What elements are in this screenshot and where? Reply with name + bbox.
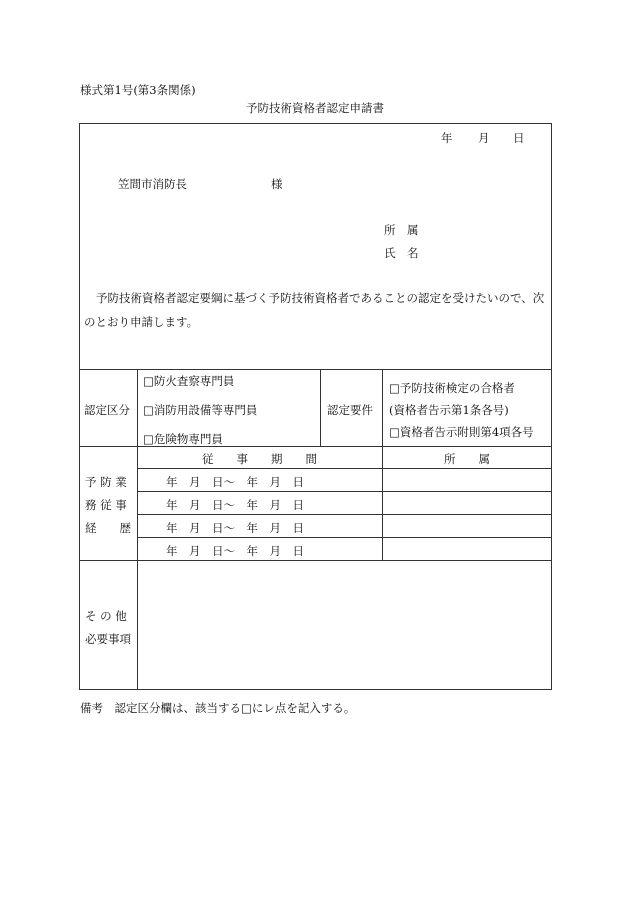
experience-row-2-period[interactable]: 年 月 日～ 年 月 日: [166, 498, 304, 512]
period-header: 従 事 期 間: [202, 452, 317, 466]
category-fire-inspection[interactable]: □防火査察専門員: [143, 374, 235, 388]
other-label-line-1: そ の 他: [85, 609, 127, 623]
requirement-exam-passed[interactable]: □予防技術検定の合格者: [389, 381, 515, 395]
affiliation-header: 所 属: [444, 452, 490, 466]
form-number: 様式第1号(第3条関係): [80, 83, 196, 97]
experience-row-4-period[interactable]: 年 月 日～ 年 月 日: [166, 544, 304, 558]
divider-other-top: [79, 560, 552, 561]
experience-label-line-2: 務 従 事: [85, 498, 127, 512]
divider-experience-row-1: [137, 491, 552, 492]
experience-label-line-3: 経 歴: [85, 521, 131, 535]
category-hazardous-materials[interactable]: □危険物専門員: [143, 432, 223, 446]
date-month: 月: [478, 131, 490, 145]
divider-experience-row-3: [137, 537, 552, 538]
experience-row-3-period[interactable]: 年 月 日～ 年 月 日: [166, 521, 304, 535]
remarks-note: 備考 認定区分欄は、該当する□にレ点を記入する。: [80, 701, 356, 715]
applicant-affiliation-label: 所 属: [384, 223, 419, 237]
date-year: 年: [441, 131, 453, 145]
experience-label-line-1: 予 防 業: [85, 475, 127, 489]
category-label: 認定区分: [84, 403, 130, 417]
category-fire-equipment[interactable]: □消防用設備等専門員: [143, 403, 258, 417]
divider-certification-top: [79, 369, 552, 370]
divider-label-column: [137, 369, 138, 690]
document-title: 予防技術資格者認定申請書: [246, 101, 384, 115]
body-text-line-2: のとおり申請します。: [84, 315, 199, 329]
requirement-supplementary-provision-4[interactable]: □資格者告示附則第4項各号: [389, 425, 534, 439]
divider-category-column: [320, 369, 321, 446]
requirement-label: 認定要件: [327, 403, 373, 417]
addressee-name: 笠間市消防長: [118, 177, 187, 191]
applicant-name-label: 氏 名: [384, 246, 419, 260]
experience-row-1-period[interactable]: 年 月 日～ 年 月 日: [166, 475, 304, 489]
addressee-honorific: 様: [271, 177, 283, 191]
requirement-notice-article-1: (資格者告示第1条各号): [389, 403, 509, 417]
divider-experience-header: [137, 468, 552, 469]
divider-experience-row-2: [137, 514, 552, 515]
other-label-line-2: 必要事項: [85, 632, 131, 646]
body-text-line-1: 予防技術資格者認定要綱に基づく予防技術資格者であることの認定を受けたいので、次: [96, 291, 545, 305]
date-day: 日: [513, 131, 525, 145]
